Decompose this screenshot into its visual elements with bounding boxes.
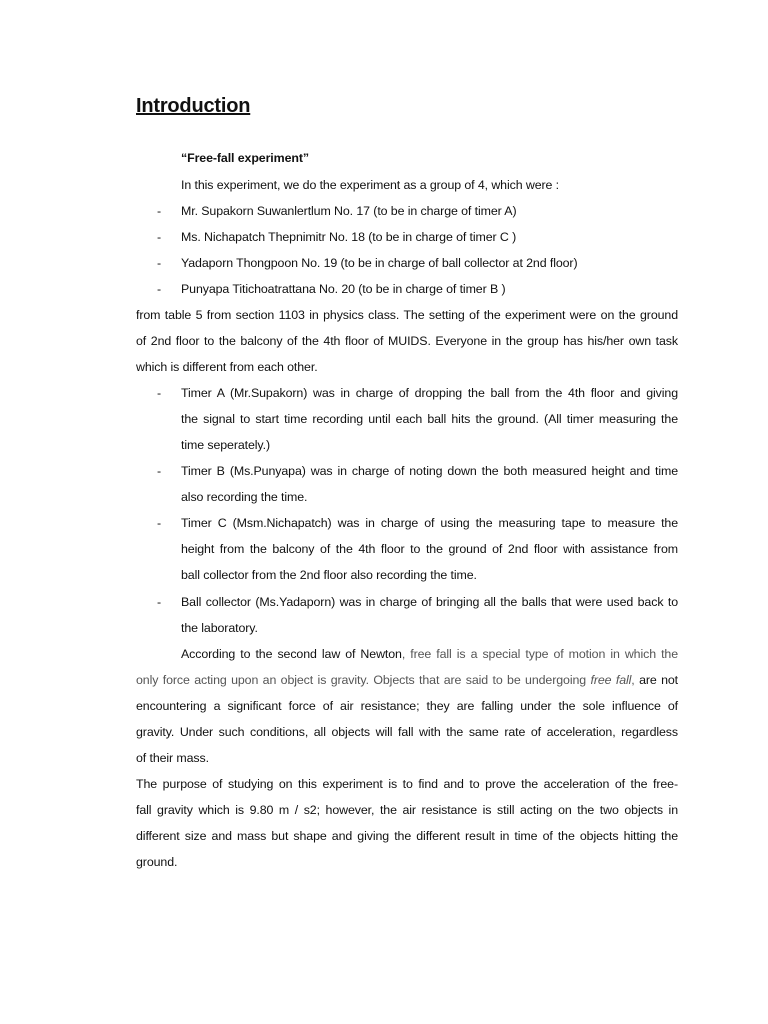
purpose-line: ground.	[136, 855, 178, 869]
member-item: Ms. Nichapatch Thepnimitr No. 18 (to be in charge of timer C )	[181, 230, 517, 244]
group-intro: In this experiment, we do the experiment as a group of 4, which were :	[181, 178, 559, 192]
newton-definition: , free fall is a special type of motion in which the	[401, 647, 678, 661]
newton-line	[181, 646, 678, 662]
bullet-dash: -	[157, 256, 162, 270]
newton-line	[136, 672, 678, 688]
newton-line: of their mass.	[136, 751, 209, 765]
newton-lead: According to the second law of Newton	[181, 647, 402, 661]
role-line: the laboratory.	[181, 621, 258, 635]
newton-line: encountering a significant force of air resistance; they are falling under the sole influence of	[136, 699, 678, 713]
setting-line: of 2nd floor to the balcony of the 4th floor of MUIDS. Everyone in the group has his/her own task	[136, 334, 678, 348]
newton-text: only force acting upon an object is gravity. Objects that are said to be undergoing	[136, 673, 591, 687]
newton-comma: ,	[631, 673, 640, 687]
role-line: time seperately.)	[181, 438, 270, 452]
role-line: Timer A (Mr.Supakorn) was in charge of dropping the ball from the 4th floor and giving	[181, 386, 678, 400]
bullet-dash: -	[157, 464, 162, 478]
bullet-dash: -	[157, 230, 162, 244]
member-item: Mr. Supakorn Suwanlertlum No. 17 (to be in charge of timer A)	[181, 204, 517, 218]
role-line: the signal to start time recording until each ball hits the ground. (All timer measuring the	[181, 412, 678, 426]
role-line: ball collector from the 2nd floor also recording the time.	[181, 568, 477, 582]
member-item: Punyapa Titichoatrattana No. 20 (to be in charge of timer B )	[181, 282, 506, 296]
purpose-line: different size and mass but shape and giving the different result in time of the objects hitting the	[136, 829, 678, 843]
newton-text-dark: are not	[639, 673, 679, 687]
role-line: Ball collector (Ms.Yadaporn) was in charge of bringing all the balls that were used back to	[181, 595, 678, 609]
purpose-line: fall gravity which is 9.80 m / s2; however, the air resistance is still acting on the two objects in	[136, 803, 678, 817]
bullet-dash: -	[157, 386, 162, 400]
bullet-dash: -	[157, 516, 162, 530]
member-item: Yadaporn Thongpoon No. 19 (to be in charge of ball collector at 2nd floor)	[181, 256, 578, 270]
setting-line: from table 5 from section 1103 in physics class. The setting of the experiment were on the ground	[136, 308, 678, 322]
role-line: Timer C (Msm.Nichapatch) was in charge of using the measuring tape to measure the	[181, 516, 678, 530]
role-line: height from the balcony of the 4th floor to the ground of 2nd floor with assistance from	[181, 542, 678, 556]
setting-line: which is different from each other.	[136, 360, 318, 374]
purpose-line: The purpose of studying on this experiment is to find and to prove the acceleration of the free-	[136, 777, 678, 791]
free-fall-term: free fall	[590, 673, 632, 687]
bullet-dash: -	[157, 204, 162, 218]
newton-line: gravity. Under such conditions, all objects will fall with the same rate of acceleration, regardless	[136, 725, 678, 739]
bullet-dash: -	[157, 282, 162, 296]
role-line: Timer B (Ms.Punyapa) was in charge of noting down the both measured height and time	[181, 464, 678, 478]
bullet-dash: -	[157, 595, 162, 609]
experiment-title: “Free-fall experiment”	[181, 151, 309, 165]
page-heading: Introduction	[136, 95, 251, 117]
role-line: also recording the time.	[181, 490, 308, 504]
